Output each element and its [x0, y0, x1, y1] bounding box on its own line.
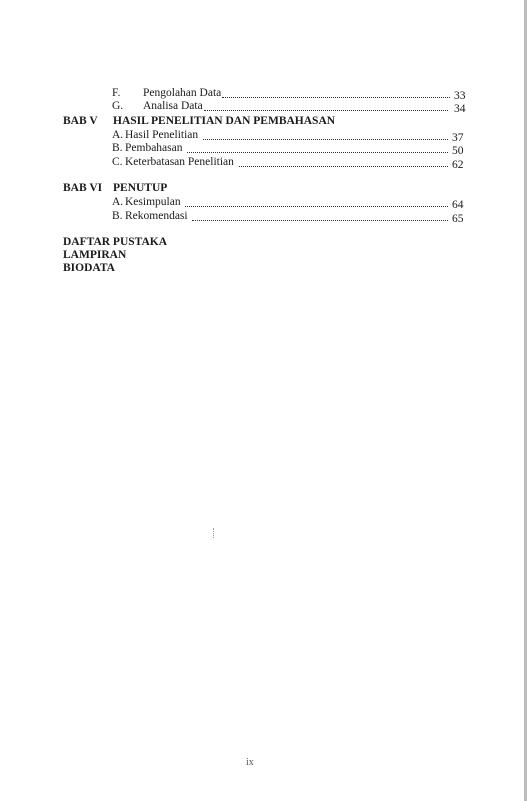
chapter-title: HASIL PENELITIAN DAN PEMBAHASAN: [113, 115, 336, 127]
chapter-label: BAB VI: [63, 182, 103, 194]
toc-entry-letter: F.: [112, 87, 121, 99]
toc-entry-letter: G.: [112, 100, 124, 112]
toc-entry-letter: A.: [112, 196, 124, 208]
toc-entry-title: Hasil Penelitian: [125, 129, 199, 141]
toc-entry-letter: B.: [112, 142, 123, 154]
toc-entry-page: 50: [452, 145, 464, 157]
toc-entry-title: Analisa Data: [143, 100, 203, 112]
toc-entry-biodata[interactable]: BIODATA: [63, 262, 115, 274]
toc-entry-title: Rekomendasi: [125, 210, 188, 222]
toc-entry-letter: C.: [112, 156, 123, 168]
toc-leader-dots: [222, 96, 450, 98]
toc-entry-page: 37: [452, 132, 464, 144]
toc-entry-page: 34: [454, 103, 466, 115]
toc-entry-title: Pengolahan Data: [143, 87, 222, 99]
toc-entry-letter: B.: [112, 210, 123, 222]
toc-entry-title: Pembahasan: [125, 142, 183, 154]
chapter-title: PENUTUP: [113, 182, 168, 194]
toc-entry-daftar-pustaka[interactable]: DAFTAR PUSTAKA: [63, 236, 168, 248]
toc-entry-page: 65: [452, 213, 464, 225]
page-number: ix: [246, 757, 254, 768]
toc-entry-page: 33: [454, 90, 466, 102]
toc-entry-letter: A.: [112, 129, 124, 141]
toc-entry-title: Keterbatasan Penelitian: [125, 156, 234, 168]
chapter-label: BAB V: [63, 115, 98, 127]
toc-leader-dots: [185, 205, 448, 207]
toc-entry-lampiran[interactable]: LAMPIRAN: [63, 249, 127, 261]
toc-entry-page: 62: [452, 159, 464, 171]
toc-entry-page: 64: [452, 199, 464, 211]
toc-leader-dots: [192, 219, 448, 221]
toc-leader-dots: [239, 165, 448, 167]
toc-leader-dots: [187, 151, 448, 153]
toc-entry-title: Kesimpulan: [125, 196, 181, 208]
toc-leader-dots: [204, 109, 448, 111]
toc-leader-dots: [203, 138, 448, 140]
scan-speck: [213, 528, 216, 538]
